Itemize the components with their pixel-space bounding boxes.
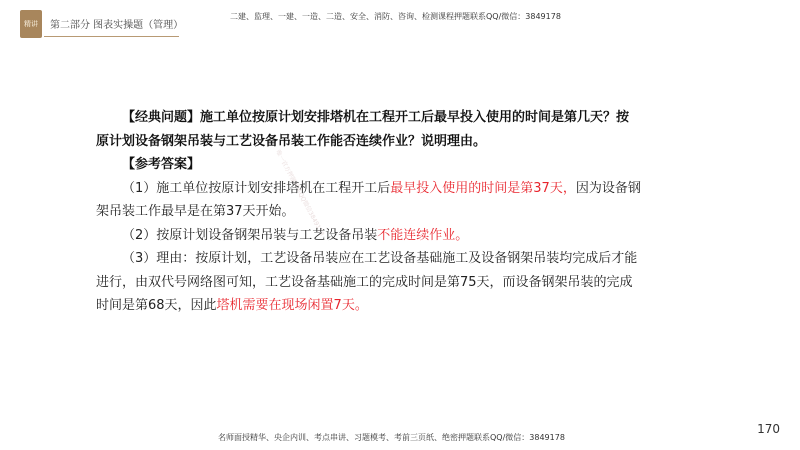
main-content bbox=[96, 106, 641, 318]
footer-ad-text: 名师面授精华、央企内训、考点串讲、习题模考、考前三页纸、绝密押题联系QQ/微信：3849178 bbox=[218, 433, 565, 442]
answer-item-2 bbox=[96, 224, 641, 248]
answer-heading: 【参考答案】 bbox=[122, 157, 201, 172]
watermark: 唯一官方押题联系QQ微信3849178 bbox=[274, 148, 326, 238]
logo-text: 精讲 bbox=[24, 20, 38, 28]
answer-1-highlight: 最早投入使用的时间是第37天， bbox=[390, 180, 576, 196]
answer-1-text: （1）施工单位按原计划安排塔机在工程开工后 bbox=[122, 180, 391, 196]
answer-2-highlight: 不能连续作业。 bbox=[377, 227, 469, 243]
page-number: 170 bbox=[757, 422, 780, 436]
answer-1-reason: 因为设备钢架吊装工作最早是在第37天开始。 bbox=[96, 180, 641, 219]
answer-3-highlight: 塔机需要在现场闲置7天。 bbox=[216, 298, 368, 313]
answer-item-1 bbox=[96, 177, 641, 224]
question-text: 【经典问题】施工单位按原计划安排塔机在工程开工后最早投入使用的时间是第几天？按原计划设备钢架吊装与工艺设备吊装工作能否连续作业？说明理由。 bbox=[96, 110, 630, 149]
answer-3-text: （3）理由：按原计划，工艺设备吊装应在工艺设备基础施工及设备钢架吊装均完成后才能进行，由双代号网络图可知，工艺设备基础施工的完成时间是第75天，而设备钢架吊装的完成时间是第68天，因此 bbox=[96, 251, 638, 313]
logo bbox=[20, 10, 42, 38]
answer-item-3 bbox=[96, 247, 641, 318]
header-divider bbox=[44, 36, 179, 37]
answer-2-text: （2）按原计划设备钢架吊装与工艺设备吊装 bbox=[122, 227, 378, 243]
header-ad-text: 二建、监理、一建、一造、二造、安全、消防、咨询、检测课程押题联系QQ/微信：3849178 bbox=[230, 12, 561, 21]
section-label: 第二部分 图表实操题（管理） bbox=[50, 20, 184, 31]
